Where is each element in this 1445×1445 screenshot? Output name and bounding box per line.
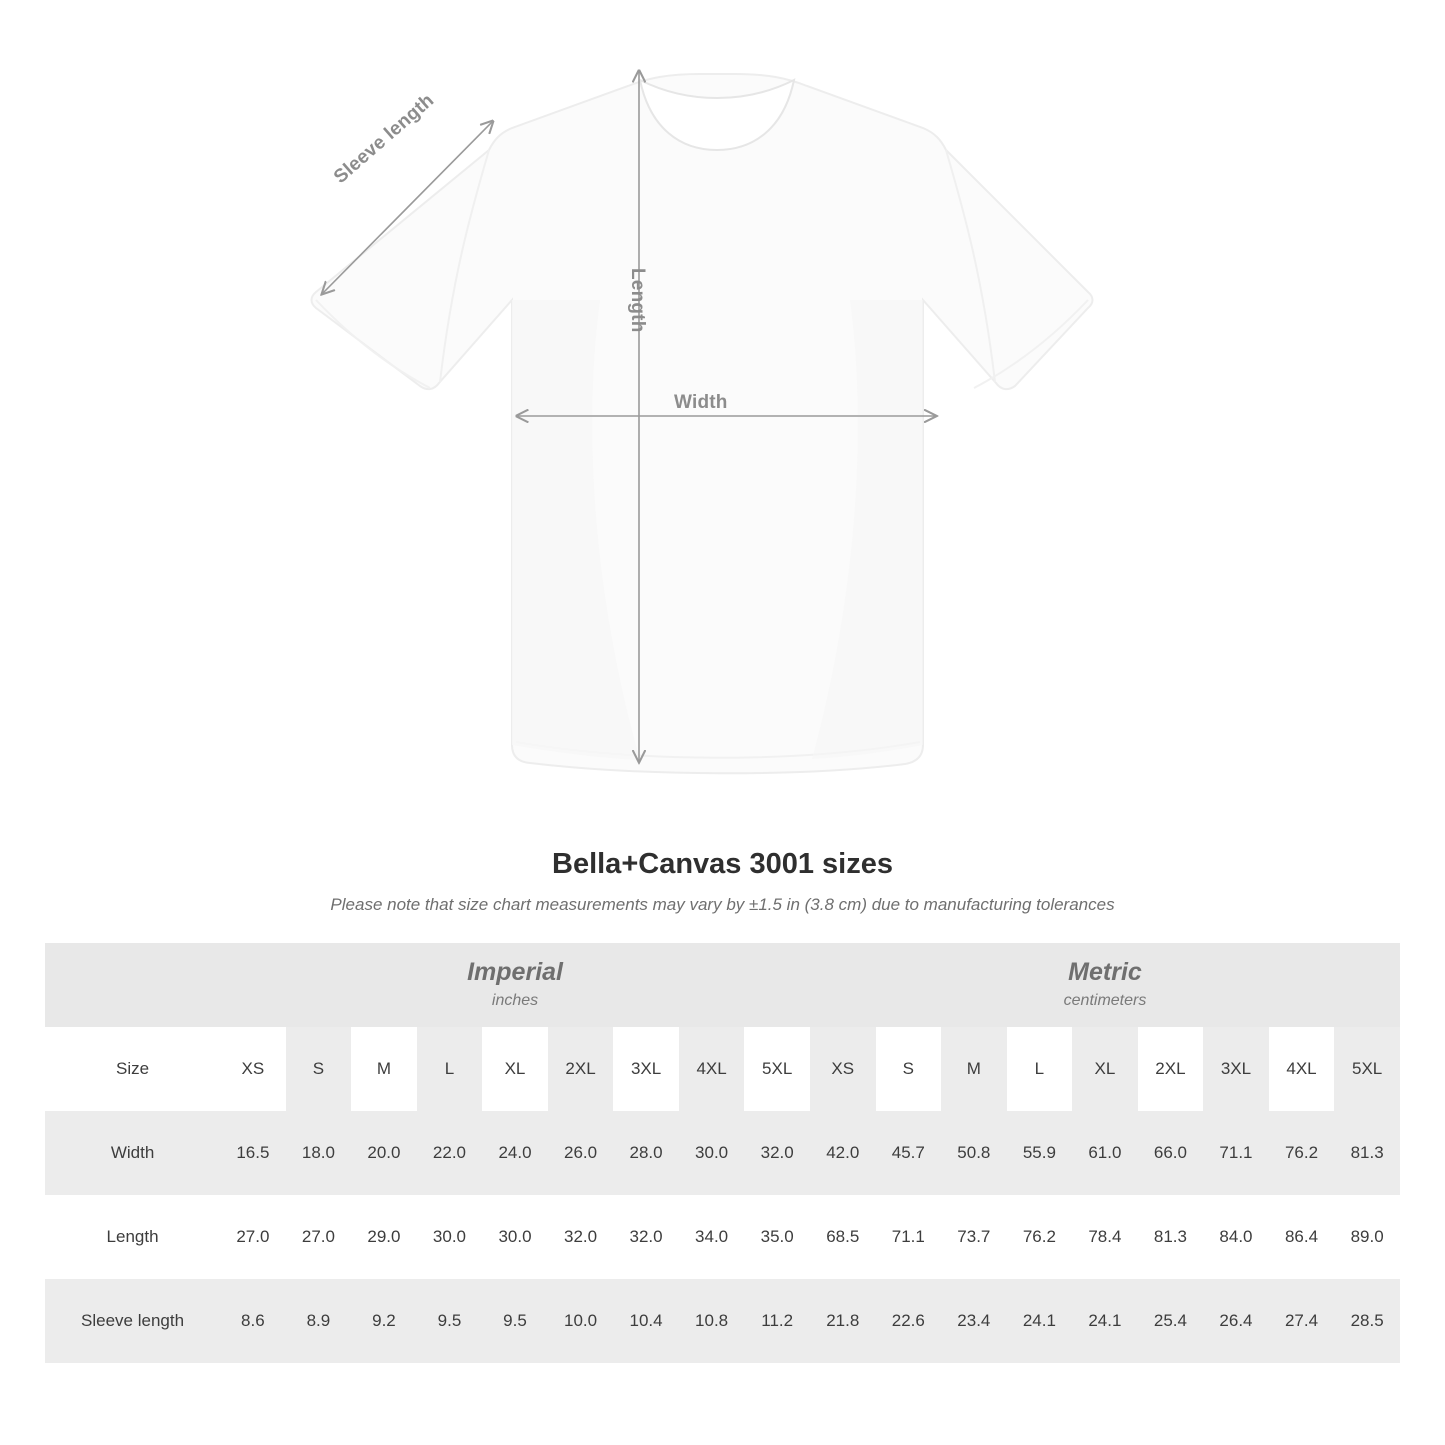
cell-length-imperial-3xl: 32.0: [629, 1227, 663, 1246]
cell-width-metric-s: 45.7: [891, 1143, 925, 1162]
column-header-imperial-2xl: 2XL: [548, 1027, 614, 1111]
row-label-width: Width: [110, 1143, 155, 1162]
column-header-imperial-5xl: 5XL: [744, 1027, 810, 1111]
page-title: Bella+Canvas 3001 sizes: [552, 848, 893, 880]
unit-group-metric-name: Metric: [1068, 958, 1142, 987]
cell-sleeve-metric-s: 22.6: [891, 1311, 925, 1330]
cell-width-metric-l: 55.9: [1022, 1143, 1056, 1162]
cell-width-imperial-xl: 24.0: [498, 1143, 532, 1162]
cell-width-imperial-4xl: 30.0: [695, 1143, 729, 1162]
cell-length-metric-xs: 68.5: [826, 1227, 860, 1246]
table-row-width: [45, 1111, 1400, 1195]
cell-length-metric-l: 76.2: [1022, 1227, 1056, 1246]
column-header-imperial-s: S: [286, 1027, 352, 1111]
cell-width-metric-xl: 61.0: [1088, 1143, 1122, 1162]
cell-width-imperial-m: 20.0: [367, 1143, 401, 1162]
column-header-metric-5xl: 5XL: [1334, 1027, 1400, 1111]
cell-length-metric-3xl: 84.0: [1219, 1227, 1253, 1246]
cell-width-imperial-2xl: 26.0: [563, 1143, 598, 1162]
cell-length-imperial-4xl: 34.0: [695, 1227, 729, 1246]
table-row-length: [45, 1195, 1400, 1279]
column-header-imperial-4xl: 4XL: [679, 1027, 745, 1111]
cell-length-imperial-s: 27.0: [301, 1227, 335, 1246]
row-header-size: Size: [45, 1027, 220, 1111]
column-header-metric-s: S: [876, 1027, 942, 1111]
cell-sleeve-imperial-xs: 8.6: [241, 1311, 265, 1330]
column-header-metric-2xl: 2XL: [1138, 1027, 1204, 1111]
cell-length-imperial-m: 29.0: [367, 1227, 401, 1246]
size-header-row: [45, 1027, 1400, 1111]
unit-header-spacer: [45, 943, 220, 1027]
cell-sleeve-imperial-5xl: 11.2: [761, 1311, 794, 1330]
column-header-metric-3xl: 3XL: [1203, 1027, 1269, 1111]
cell-sleeve-imperial-2xl: 10.0: [563, 1311, 598, 1330]
unit-header-row: [45, 943, 1400, 1027]
cell-width-metric-3xl: 71.1: [1219, 1143, 1253, 1162]
sleeve-length-label: Sleeve length: [330, 89, 439, 188]
column-header-metric-l: L: [1007, 1027, 1073, 1111]
unit-group-imperial: [220, 943, 810, 1027]
cell-width-imperial-xs: 16.5: [236, 1143, 270, 1162]
cell-length-metric-s: 71.1: [891, 1227, 925, 1246]
cell-length-imperial-xs: 27.0: [236, 1227, 270, 1246]
column-header-imperial-l: L: [417, 1027, 483, 1111]
tolerance-note: Please note that size chart measurements may vary by ±1.5 in (3.8 cm) due to manufacturing tolerances: [330, 895, 1115, 914]
size-table-wrapper: [45, 943, 1400, 1363]
tshirt-shape: [312, 74, 1093, 773]
cell-width-metric-2xl: 66.0: [1153, 1143, 1187, 1162]
unit-group-imperial-name: Imperial: [467, 958, 563, 987]
cell-length-metric-m: 73.7: [957, 1227, 991, 1246]
cell-width-imperial-s: 18.0: [301, 1143, 335, 1162]
cell-width-imperial-l: 22.0: [432, 1143, 467, 1162]
cell-sleeve-imperial-4xl: 10.8: [695, 1311, 729, 1330]
cell-width-imperial-3xl: 28.0: [629, 1143, 663, 1162]
column-header-metric-xl: XL: [1072, 1027, 1138, 1111]
column-header-metric-xs: XS: [810, 1027, 876, 1111]
cell-sleeve-imperial-xl: 9.5: [503, 1311, 527, 1330]
unit-group-imperial-sub: inches: [491, 991, 539, 1009]
cell-sleeve-metric-2xl: 25.4: [1153, 1311, 1187, 1330]
cell-sleeve-imperial-m: 9.2: [372, 1311, 396, 1330]
cell-length-metric-4xl: 86.4: [1284, 1227, 1319, 1246]
cell-length-imperial-2xl: 32.0: [563, 1227, 598, 1246]
size-chart-heading: [0, 848, 1445, 915]
row-label-sleeve-length: Sleeve length: [81, 1311, 185, 1330]
unit-group-metric: [810, 943, 1400, 1027]
row-label-length: Length: [106, 1227, 159, 1246]
cell-sleeve-metric-4xl: 27.4: [1284, 1311, 1319, 1330]
cell-length-imperial-l: 30.0: [432, 1227, 467, 1246]
cell-length-metric-2xl: 81.3: [1153, 1227, 1187, 1246]
cell-sleeve-metric-xs: 21.8: [826, 1311, 860, 1330]
cell-width-metric-5xl: 81.3: [1350, 1143, 1384, 1162]
column-header-imperial-xl: XL: [482, 1027, 548, 1111]
cell-sleeve-metric-m: 23.4: [957, 1311, 991, 1330]
width-label: Width: [674, 392, 728, 413]
cell-length-metric-5xl: 89.0: [1350, 1227, 1384, 1246]
cell-sleeve-metric-xl: 24.1: [1088, 1311, 1122, 1330]
size-chart-table: [45, 943, 1400, 1363]
column-header-imperial-3xl: 3XL: [613, 1027, 679, 1111]
column-header-metric-m: M: [941, 1027, 1007, 1111]
cell-sleeve-imperial-3xl: 10.4: [629, 1311, 663, 1330]
cell-width-metric-xs: 42.0: [826, 1143, 860, 1162]
unit-group-metric-sub: centimeters: [1063, 991, 1147, 1009]
cell-sleeve-imperial-s: 8.9: [306, 1311, 331, 1330]
column-header-metric-4xl: 4XL: [1269, 1027, 1335, 1111]
length-label: Length: [627, 268, 648, 333]
cell-width-metric-4xl: 76.2: [1284, 1143, 1319, 1162]
cell-sleeve-metric-3xl: 26.4: [1219, 1311, 1253, 1330]
cell-sleeve-metric-l: 24.1: [1022, 1311, 1056, 1330]
column-header-imperial-m: M: [351, 1027, 417, 1111]
cell-length-imperial-5xl: 35.0: [760, 1227, 794, 1246]
cell-width-imperial-5xl: 32.0: [760, 1143, 794, 1162]
cell-sleeve-metric-5xl: 28.5: [1350, 1311, 1384, 1330]
cell-length-metric-xl: 78.4: [1088, 1227, 1122, 1246]
table-row-sleeve-length: [45, 1279, 1400, 1363]
column-header-imperial-xs: XS: [220, 1027, 286, 1111]
cell-sleeve-imperial-l: 9.5: [437, 1311, 462, 1330]
cell-length-imperial-xl: 30.0: [498, 1227, 532, 1246]
cell-width-metric-m: 50.8: [957, 1143, 991, 1162]
